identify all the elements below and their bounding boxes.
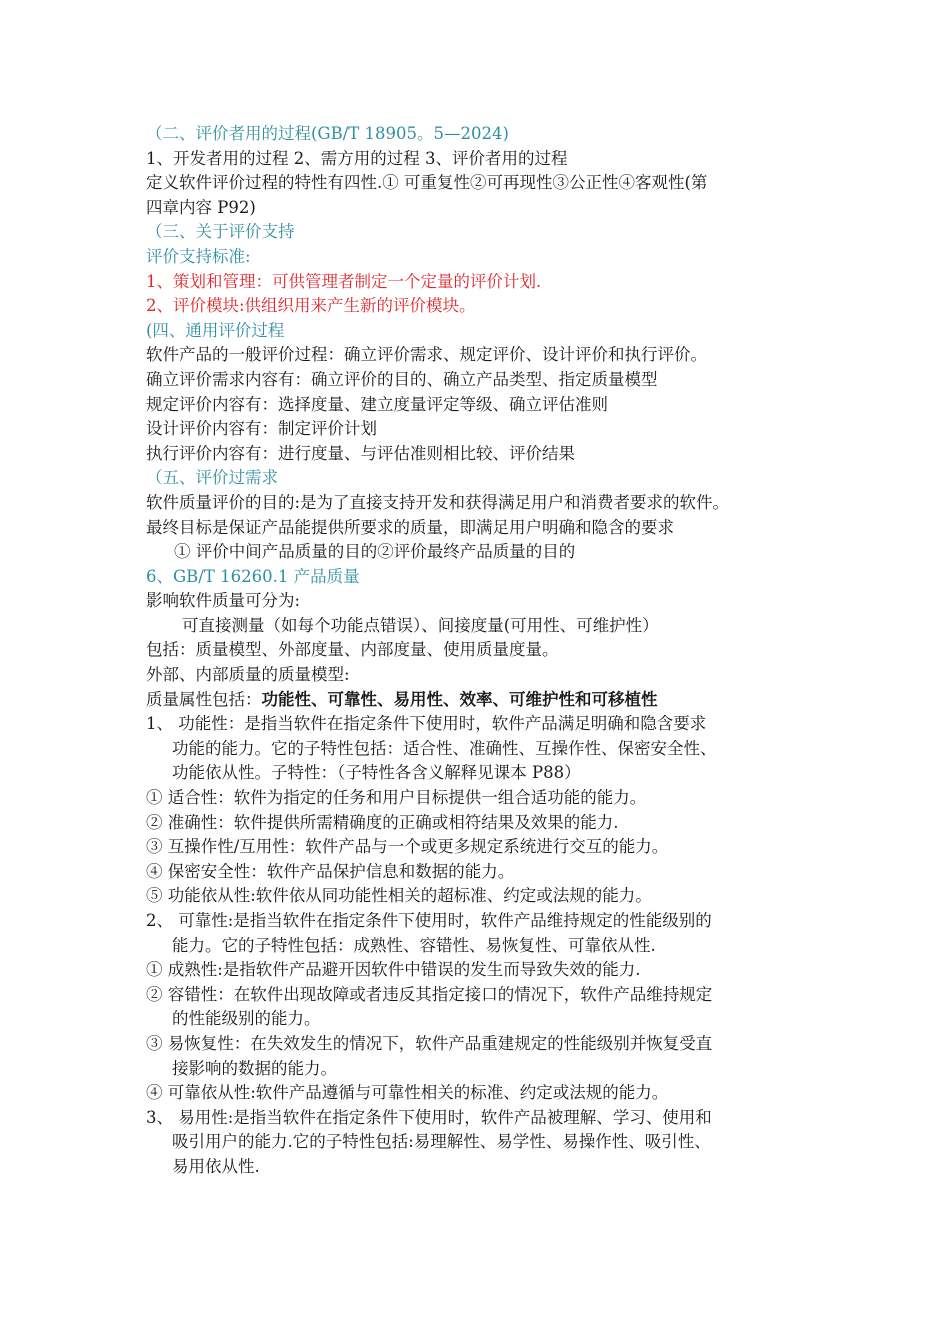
list-item: ① 成熟性:是指软件产品避开因软件中错误的发生而导致失效的能力.	[146, 960, 641, 980]
text-line: 功能依从性。子特性：（子特性各含义解释见课本 P88）	[172, 763, 581, 783]
list-item: 2、 可靠性:是指当软件在指定条件下使用时，软件产品维持规定的性能级别的	[146, 911, 712, 930]
text-line: 外部、内部质量的质量模型:	[146, 665, 350, 685]
text-line: 1、开发者用的过程 2、需方用的过程 3、评价者用的过程	[146, 148, 568, 168]
text-line: 可直接测量（如每个功能点错误）、间接度量(可用性、可维护性）	[182, 615, 659, 635]
text-line: 包括：质量模型、外部度量、内部度量、使用质量度量。	[146, 640, 559, 660]
list-item: 1、 功能性：是指当软件在指定条件下使用时，软件产品满足明确和隐含要求	[146, 714, 707, 734]
list-item: ② 准确性：软件提供所需精确度的正确或相符结果及效果的能力.	[146, 812, 619, 832]
section-heading-4: (四、通用评价过程	[146, 320, 285, 340]
list-item: 3、 易用性:是指当软件在指定条件下使用时，软件产品被理解、学习、使用和	[146, 1107, 712, 1127]
bold-text: 功能性、可靠性、易用性、效率、可维护性和可移植性	[261, 689, 658, 709]
list-item: ③ 互操作性/互用性：软件产品与一个或更多规定系统进行交互的能力。	[146, 837, 669, 857]
text-line: 功能的能力。它的子特性包括：适合性、准确性、互操作性、保密安全性、	[172, 738, 717, 758]
text-line: 四章内容 P92)	[146, 197, 256, 217]
list-item: ⑤ 功能依从性:软件依从同功能性相关的超标准、约定或法规的能力。	[146, 886, 652, 906]
list-item: ① 适合性：软件为指定的任务和用户目标提供一组合适功能的能力。	[146, 788, 647, 808]
list-item: ④ 可靠依从性:软件产品遵循与可靠性相关的标准、约定或法规的能力。	[146, 1083, 669, 1103]
text-line: 执行评价内容有：进行度量、与评估准则相比较、评价结果	[146, 443, 575, 463]
document-body	[146, 122, 826, 1180]
text-line: 规定评价内容有：选择度量、建立度量评定等级、确立评估准则	[146, 394, 608, 414]
text-line: ① 评价中间产品质量的目的②评价最终产品质量的目的	[174, 542, 576, 562]
text-line: 软件产品的一般评价过程：确立评价需求、规定评价、设计评价和执行评价。	[146, 345, 707, 365]
label-text: 质量属性包括：	[146, 689, 262, 709]
list-item: ② 容错性：在软件出现故障或者违反其指定接口的情况下，软件产品维持规定	[146, 984, 713, 1004]
text-line: 影响软件质量可分为:	[146, 591, 301, 611]
text-line: 的性能级别的能力。	[172, 1009, 321, 1029]
text-line: 易用依从性.	[172, 1156, 260, 1176]
list-item: ③ 易恢复性：在失效发生的情况下，软件产品重建规定的性能级别并恢复受直	[146, 1033, 713, 1053]
text-line: 接影响的数据的能力。	[172, 1058, 337, 1078]
text-line	[146, 688, 826, 713]
section-heading-2: （二、评价者用的过程(GB/T 18905。5—2024)	[146, 124, 509, 143]
text-line: 确立评价需求内容有：确立评价的目的、确立产品类型、指定质量模型	[146, 369, 658, 389]
text-line: 最终目标是保证产品能提供所要求的质量，即满足用户明确和隐含的要求	[146, 517, 674, 537]
section-heading-5: （五、评价过需求	[146, 468, 278, 488]
highlight-line: 2、评价模块:供组织用来产生新的评价模块。	[146, 296, 476, 316]
text-line: 软件质量评价的目的:是为了直接支持开发和获得满足用户和消费者要求的软件。	[146, 492, 730, 512]
text-line: 吸引用户的能力.它的子特性包括:易理解性、易学性、易操作性、吸引性、	[172, 1132, 711, 1152]
section-heading-6: 6、GB/T 16260.1 产品质量	[146, 566, 360, 586]
section-heading-3: （三、关于评价支持	[146, 222, 295, 242]
text-line: 设计评价内容有：制定评价计划	[146, 419, 377, 439]
list-item: ④ 保密安全性：软件产品保护信息和数据的能力。	[146, 861, 515, 881]
highlight-line: 1、策划和管理：可供管理者制定一个定量的评价计划.	[146, 271, 542, 291]
text-line: 定义软件评价过程的特性有四性.① 可重复性②可再现性③公正性④客观性(第	[146, 173, 708, 193]
subheading: 评价支持标准:	[146, 246, 251, 266]
text-line: 能力。它的子特性包括：成熟性、容错性、易恢复性、可靠依从性.	[172, 935, 656, 955]
